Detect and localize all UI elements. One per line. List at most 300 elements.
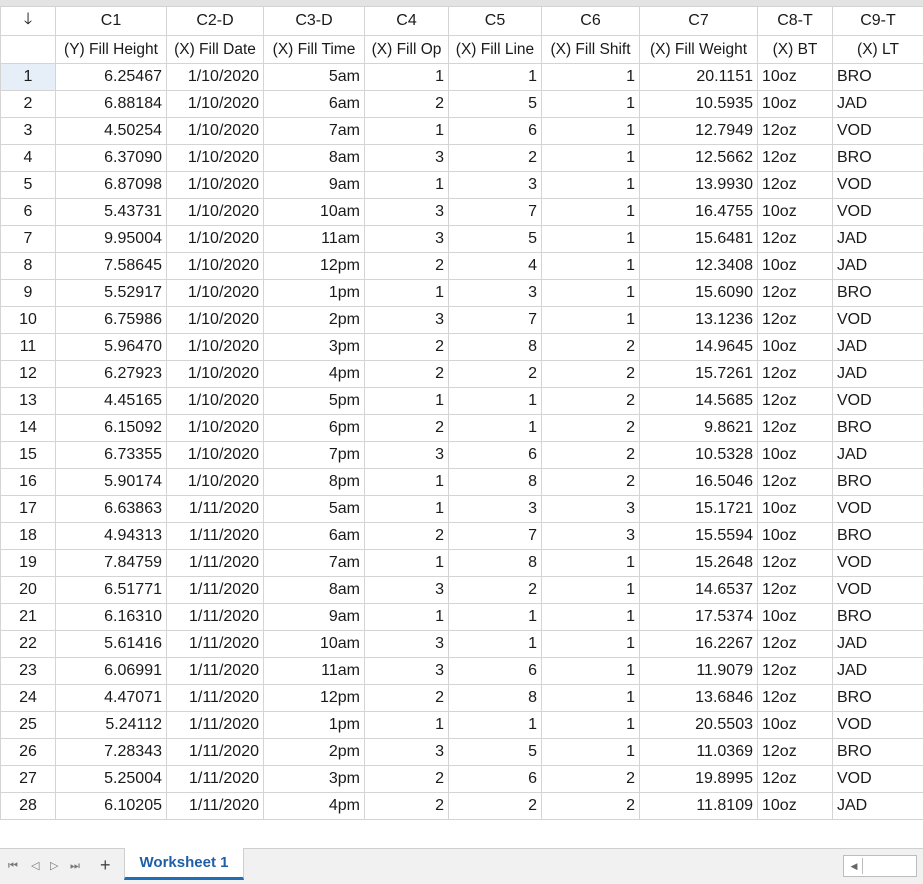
row-header[interactable]: 20 <box>1 577 56 604</box>
cell-c4[interactable]: 1 <box>365 712 449 739</box>
cell-c5[interactable]: 5 <box>449 226 542 253</box>
cell-c7[interactable]: 12.3408 <box>640 253 758 280</box>
cell-c7[interactable]: 17.5374 <box>640 604 758 631</box>
cell-c8-t[interactable]: 12oz <box>758 172 833 199</box>
cell-c3-d[interactable]: 3pm <box>264 334 365 361</box>
cell-c4[interactable]: 2 <box>365 685 449 712</box>
cell-c5[interactable]: 2 <box>449 577 542 604</box>
cell-c7[interactable]: 11.0369 <box>640 739 758 766</box>
cell-c6[interactable]: 1 <box>542 550 640 577</box>
cell-c2-d[interactable]: 1/10/2020 <box>167 226 264 253</box>
cell-c7[interactable]: 16.5046 <box>640 469 758 496</box>
cell-c1[interactable]: 4.47071 <box>56 685 167 712</box>
cell-c7[interactable]: 12.5662 <box>640 145 758 172</box>
cell-c1[interactable]: 7.84759 <box>56 550 167 577</box>
cell-c7[interactable]: 9.8621 <box>640 415 758 442</box>
cell-c4[interactable]: 3 <box>365 442 449 469</box>
cell-c1[interactable]: 6.87098 <box>56 172 167 199</box>
cell-c9-t[interactable]: VOD <box>833 766 923 793</box>
cell-c8-t[interactable]: 10oz <box>758 442 833 469</box>
cell-c7[interactable]: 13.6846 <box>640 685 758 712</box>
corner-cell[interactable] <box>1 7 56 36</box>
cell-c9-t[interactable]: BRO <box>833 280 923 307</box>
cell-c3-d[interactable]: 10am <box>264 199 365 226</box>
cell-c9-t[interactable]: VOD <box>833 388 923 415</box>
cell-c7[interactable]: 13.1236 <box>640 307 758 334</box>
cell-c2-d[interactable]: 1/10/2020 <box>167 334 264 361</box>
cell-c8-t[interactable]: 10oz <box>758 604 833 631</box>
cell-c6[interactable]: 2 <box>542 766 640 793</box>
cell-c2-d[interactable]: 1/11/2020 <box>167 496 264 523</box>
cell-c5[interactable]: 3 <box>449 280 542 307</box>
cell-c2-d[interactable]: 1/10/2020 <box>167 172 264 199</box>
cell-c8-t[interactable]: 12oz <box>758 658 833 685</box>
column-name-c6[interactable]: (X) Fill Shift <box>542 36 640 64</box>
cell-c9-t[interactable]: BRO <box>833 739 923 766</box>
cell-c5[interactable]: 5 <box>449 739 542 766</box>
cell-c5[interactable]: 6 <box>449 118 542 145</box>
column-id-c4[interactable]: C4 <box>365 7 449 36</box>
cell-c6[interactable]: 1 <box>542 712 640 739</box>
cell-c2-d[interactable]: 1/11/2020 <box>167 604 264 631</box>
cell-c4[interactable]: 1 <box>365 388 449 415</box>
cell-c1[interactable]: 6.15092 <box>56 415 167 442</box>
column-name-c5[interactable]: (X) Fill Line <box>449 36 542 64</box>
column-id-c1[interactable]: C1 <box>56 7 167 36</box>
cell-c4[interactable]: 2 <box>365 793 449 820</box>
column-id-c8-t[interactable]: C8-T <box>758 7 833 36</box>
cell-c8-t[interactable]: 10oz <box>758 253 833 280</box>
cell-c2-d[interactable]: 1/10/2020 <box>167 307 264 334</box>
cell-c8-t[interactable]: 10oz <box>758 523 833 550</box>
row-header[interactable]: 21 <box>1 604 56 631</box>
row-header[interactable]: 16 <box>1 469 56 496</box>
cell-c9-t[interactable]: JAD <box>833 631 923 658</box>
cell-c6[interactable]: 1 <box>542 604 640 631</box>
cell-c6[interactable]: 1 <box>542 118 640 145</box>
cell-c5[interactable]: 2 <box>449 793 542 820</box>
cell-c3-d[interactable]: 2pm <box>264 307 365 334</box>
cell-c6[interactable]: 2 <box>542 361 640 388</box>
cell-c4[interactable]: 1 <box>365 280 449 307</box>
cell-c1[interactable]: 6.06991 <box>56 658 167 685</box>
cell-c1[interactable]: 6.63863 <box>56 496 167 523</box>
cell-c8-t[interactable]: 10oz <box>758 496 833 523</box>
cell-c3-d[interactable]: 5am <box>264 64 365 91</box>
column-name-c8-t[interactable]: (X) BT <box>758 36 833 64</box>
cell-c8-t[interactable]: 12oz <box>758 631 833 658</box>
cell-c3-d[interactable]: 1pm <box>264 280 365 307</box>
column-name-c4[interactable]: (X) Fill Op <box>365 36 449 64</box>
cell-c8-t[interactable]: 12oz <box>758 550 833 577</box>
tab-worksheet-1[interactable]: Worksheet 1 <box>124 848 244 880</box>
cell-c1[interactable]: 5.25004 <box>56 766 167 793</box>
cell-c4[interactable]: 2 <box>365 361 449 388</box>
cell-c4[interactable]: 1 <box>365 604 449 631</box>
row-header[interactable]: 14 <box>1 415 56 442</box>
cell-c9-t[interactable]: JAD <box>833 91 923 118</box>
cell-c6[interactable]: 1 <box>542 739 640 766</box>
cell-c3-d[interactable]: 10am <box>264 631 365 658</box>
cell-c2-d[interactable]: 1/11/2020 <box>167 712 264 739</box>
cell-c1[interactable]: 5.96470 <box>56 334 167 361</box>
cell-c6[interactable]: 1 <box>542 631 640 658</box>
cell-c4[interactable]: 2 <box>365 523 449 550</box>
row-header[interactable]: 7 <box>1 226 56 253</box>
column-id-c9-t[interactable]: C9-T <box>833 7 923 36</box>
cell-c6[interactable]: 1 <box>542 307 640 334</box>
cell-c1[interactable]: 6.10205 <box>56 793 167 820</box>
cell-c3-d[interactable]: 8am <box>264 145 365 172</box>
cell-c6[interactable]: 1 <box>542 172 640 199</box>
cell-c6[interactable]: 2 <box>542 334 640 361</box>
row-header[interactable]: 25 <box>1 712 56 739</box>
cell-c2-d[interactable]: 1/10/2020 <box>167 280 264 307</box>
cell-c9-t[interactable]: VOD <box>833 307 923 334</box>
cell-c2-d[interactable]: 1/10/2020 <box>167 415 264 442</box>
cell-c3-d[interactable]: 5pm <box>264 388 365 415</box>
cell-c2-d[interactable]: 1/10/2020 <box>167 199 264 226</box>
cell-c9-t[interactable]: BRO <box>833 415 923 442</box>
column-name-c1[interactable]: (Y) Fill Height <box>56 36 167 64</box>
cell-c6[interactable]: 2 <box>542 469 640 496</box>
cell-c4[interactable]: 2 <box>365 253 449 280</box>
cell-c2-d[interactable]: 1/11/2020 <box>167 793 264 820</box>
cell-c2-d[interactable]: 1/10/2020 <box>167 64 264 91</box>
row-header[interactable]: 8 <box>1 253 56 280</box>
cell-c3-d[interactable]: 3pm <box>264 766 365 793</box>
cell-c8-t[interactable]: 10oz <box>758 199 833 226</box>
cell-c6[interactable]: 1 <box>542 280 640 307</box>
cell-c5[interactable]: 1 <box>449 64 542 91</box>
cell-c7[interactable]: 15.6090 <box>640 280 758 307</box>
cell-c6[interactable]: 2 <box>542 442 640 469</box>
cell-c6[interactable]: 1 <box>542 253 640 280</box>
row-header[interactable]: 13 <box>1 388 56 415</box>
cell-c3-d[interactable]: 2pm <box>264 739 365 766</box>
cell-c1[interactable]: 7.58645 <box>56 253 167 280</box>
cell-c6[interactable]: 3 <box>542 523 640 550</box>
cell-c7[interactable]: 11.8109 <box>640 793 758 820</box>
cell-c9-t[interactable]: BRO <box>833 469 923 496</box>
cell-c5[interactable]: 7 <box>449 199 542 226</box>
cell-c8-t[interactable]: 12oz <box>758 280 833 307</box>
cell-c2-d[interactable]: 1/11/2020 <box>167 523 264 550</box>
cell-c4[interactable]: 1 <box>365 469 449 496</box>
prev-sheet-icon[interactable]: ◁ <box>31 860 40 872</box>
cell-c9-t[interactable]: VOD <box>833 550 923 577</box>
cell-c6[interactable]: 3 <box>542 496 640 523</box>
row-header[interactable]: 22 <box>1 631 56 658</box>
cell-c4[interactable]: 3 <box>365 658 449 685</box>
row-header[interactable]: 12 <box>1 361 56 388</box>
next-sheet-icon[interactable]: ▷ <box>50 860 59 872</box>
cell-c3-d[interactable]: 6pm <box>264 415 365 442</box>
row-header[interactable]: 23 <box>1 658 56 685</box>
cell-c6[interactable]: 1 <box>542 685 640 712</box>
cell-c1[interactable]: 6.88184 <box>56 91 167 118</box>
cell-c3-d[interactable]: 4pm <box>264 361 365 388</box>
cell-c3-d[interactable]: 7pm <box>264 442 365 469</box>
cell-c5[interactable]: 7 <box>449 523 542 550</box>
cell-c7[interactable]: 12.7949 <box>640 118 758 145</box>
cell-c3-d[interactable]: 9am <box>264 172 365 199</box>
cell-c4[interactable]: 3 <box>365 577 449 604</box>
cell-c4[interactable]: 3 <box>365 145 449 172</box>
cell-c7[interactable]: 20.5503 <box>640 712 758 739</box>
cell-c9-t[interactable]: VOD <box>833 118 923 145</box>
cell-c6[interactable]: 2 <box>542 793 640 820</box>
cell-c4[interactable]: 1 <box>365 550 449 577</box>
row-header[interactable]: 17 <box>1 496 56 523</box>
cell-c2-d[interactable]: 1/10/2020 <box>167 388 264 415</box>
cell-c7[interactable]: 20.1151 <box>640 64 758 91</box>
cell-c5[interactable]: 7 <box>449 307 542 334</box>
cell-c2-d[interactable]: 1/11/2020 <box>167 550 264 577</box>
column-name-c2-d[interactable]: (X) Fill Date <box>167 36 264 64</box>
cell-c1[interactable]: 4.45165 <box>56 388 167 415</box>
cell-c9-t[interactable]: BRO <box>833 604 923 631</box>
column-id-c6[interactable]: C6 <box>542 7 640 36</box>
cell-c8-t[interactable]: 12oz <box>758 388 833 415</box>
cell-c5[interactable]: 6 <box>449 442 542 469</box>
cell-c7[interactable]: 15.7261 <box>640 361 758 388</box>
cell-c4[interactable]: 3 <box>365 199 449 226</box>
cell-c5[interactable]: 1 <box>449 631 542 658</box>
cell-c4[interactable]: 1 <box>365 496 449 523</box>
cell-c6[interactable]: 2 <box>542 388 640 415</box>
cell-c8-t[interactable]: 12oz <box>758 307 833 334</box>
cell-c5[interactable]: 8 <box>449 334 542 361</box>
cell-c7[interactable]: 19.8995 <box>640 766 758 793</box>
cell-c3-d[interactable]: 12pm <box>264 685 365 712</box>
cell-c3-d[interactable]: 5am <box>264 496 365 523</box>
cell-c1[interactable]: 5.24112 <box>56 712 167 739</box>
cell-c9-t[interactable]: VOD <box>833 172 923 199</box>
row-header[interactable]: 2 <box>1 91 56 118</box>
cell-c5[interactable]: 1 <box>449 388 542 415</box>
cell-c7[interactable]: 15.2648 <box>640 550 758 577</box>
cell-c7[interactable]: 14.5685 <box>640 388 758 415</box>
cell-c3-d[interactable]: 1pm <box>264 712 365 739</box>
row-header[interactable]: 9 <box>1 280 56 307</box>
cell-c2-d[interactable]: 1/11/2020 <box>167 631 264 658</box>
cell-c5[interactable]: 1 <box>449 712 542 739</box>
cell-c1[interactable]: 6.27923 <box>56 361 167 388</box>
cell-c8-t[interactable]: 12oz <box>758 415 833 442</box>
row-header[interactable]: 10 <box>1 307 56 334</box>
row-header[interactable]: 1 <box>1 64 56 91</box>
cell-c1[interactable]: 7.28343 <box>56 739 167 766</box>
cell-c9-t[interactable]: BRO <box>833 685 923 712</box>
add-worksheet-button[interactable]: + <box>100 855 111 875</box>
cell-c5[interactable]: 8 <box>449 685 542 712</box>
cell-c2-d[interactable]: 1/11/2020 <box>167 685 264 712</box>
cell-c9-t[interactable]: BRO <box>833 523 923 550</box>
cell-c2-d[interactable]: 1/11/2020 <box>167 766 264 793</box>
cell-c5[interactable]: 8 <box>449 550 542 577</box>
cell-c2-d[interactable]: 1/10/2020 <box>167 145 264 172</box>
cell-c1[interactable]: 5.90174 <box>56 469 167 496</box>
cell-c6[interactable]: 2 <box>542 415 640 442</box>
first-sheet-icon[interactable]: ⏮ <box>8 860 18 872</box>
cell-c6[interactable]: 1 <box>542 199 640 226</box>
row-header[interactable]: 19 <box>1 550 56 577</box>
cell-c9-t[interactable]: JAD <box>833 253 923 280</box>
row-header[interactable]: 6 <box>1 199 56 226</box>
cell-c3-d[interactable]: 9am <box>264 604 365 631</box>
cell-c5[interactable]: 8 <box>449 469 542 496</box>
cell-c9-t[interactable]: VOD <box>833 577 923 604</box>
cell-c1[interactable]: 6.37090 <box>56 145 167 172</box>
cell-c3-d[interactable]: 7am <box>264 550 365 577</box>
cell-c1[interactable]: 6.75986 <box>56 307 167 334</box>
cell-c6[interactable]: 1 <box>542 91 640 118</box>
cell-c8-t[interactable]: 12oz <box>758 685 833 712</box>
cell-c7[interactable]: 15.5594 <box>640 523 758 550</box>
cell-c9-t[interactable]: BRO <box>833 145 923 172</box>
cell-c9-t[interactable]: BRO <box>833 64 923 91</box>
cell-c2-d[interactable]: 1/10/2020 <box>167 253 264 280</box>
cell-c5[interactable]: 6 <box>449 658 542 685</box>
cell-c8-t[interactable]: 10oz <box>758 793 833 820</box>
cell-c6[interactable]: 1 <box>542 226 640 253</box>
row-header[interactable]: 24 <box>1 685 56 712</box>
cell-c1[interactable]: 6.73355 <box>56 442 167 469</box>
cell-c3-d[interactable]: 4pm <box>264 793 365 820</box>
cell-c4[interactable]: 2 <box>365 91 449 118</box>
row-header[interactable]: 11 <box>1 334 56 361</box>
cell-c9-t[interactable]: VOD <box>833 199 923 226</box>
cell-c3-d[interactable]: 7am <box>264 118 365 145</box>
row-header[interactable]: 18 <box>1 523 56 550</box>
cell-c3-d[interactable]: 11am <box>264 226 365 253</box>
cell-c5[interactable]: 2 <box>449 361 542 388</box>
cell-c7[interactable]: 13.9930 <box>640 172 758 199</box>
cell-c5[interactable]: 3 <box>449 172 542 199</box>
cell-c4[interactable]: 3 <box>365 307 449 334</box>
cell-c8-t[interactable]: 10oz <box>758 91 833 118</box>
cell-c7[interactable]: 15.6481 <box>640 226 758 253</box>
cell-c6[interactable]: 1 <box>542 64 640 91</box>
cell-c2-d[interactable]: 1/10/2020 <box>167 91 264 118</box>
cell-c8-t[interactable]: 10oz <box>758 64 833 91</box>
cell-c4[interactable]: 2 <box>365 766 449 793</box>
cell-c7[interactable]: 16.4755 <box>640 199 758 226</box>
cell-c7[interactable]: 14.6537 <box>640 577 758 604</box>
cell-c2-d[interactable]: 1/11/2020 <box>167 577 264 604</box>
cell-c1[interactable]: 9.95004 <box>56 226 167 253</box>
cell-c1[interactable]: 6.51771 <box>56 577 167 604</box>
cell-c7[interactable]: 15.1721 <box>640 496 758 523</box>
column-name-c7[interactable]: (X) Fill Weight <box>640 36 758 64</box>
cell-c3-d[interactable]: 8pm <box>264 469 365 496</box>
cell-c4[interactable]: 1 <box>365 118 449 145</box>
cell-c6[interactable]: 1 <box>542 658 640 685</box>
cell-c6[interactable]: 1 <box>542 577 640 604</box>
cell-c5[interactable]: 2 <box>449 145 542 172</box>
cell-c5[interactable]: 5 <box>449 91 542 118</box>
cell-c8-t[interactable]: 10oz <box>758 712 833 739</box>
cell-c2-d[interactable]: 1/10/2020 <box>167 118 264 145</box>
cell-c4[interactable]: 3 <box>365 739 449 766</box>
cell-c9-t[interactable]: VOD <box>833 496 923 523</box>
column-id-c2-d[interactable]: C2-D <box>167 7 264 36</box>
cell-c3-d[interactable]: 6am <box>264 91 365 118</box>
cell-c6[interactable]: 1 <box>542 145 640 172</box>
cell-c1[interactable]: 4.50254 <box>56 118 167 145</box>
cell-c4[interactable]: 1 <box>365 172 449 199</box>
cell-c1[interactable]: 5.43731 <box>56 199 167 226</box>
cell-c9-t[interactable]: JAD <box>833 334 923 361</box>
horizontal-scrollbar[interactable] <box>843 855 917 877</box>
cell-c7[interactable]: 10.5935 <box>640 91 758 118</box>
worksheet-grid[interactable] <box>0 6 923 848</box>
cell-c9-t[interactable]: VOD <box>833 712 923 739</box>
cell-c5[interactable]: 1 <box>449 604 542 631</box>
cell-c9-t[interactable]: JAD <box>833 793 923 820</box>
cell-c7[interactable]: 10.5328 <box>640 442 758 469</box>
cell-c9-t[interactable]: JAD <box>833 442 923 469</box>
row-header[interactable]: 15 <box>1 442 56 469</box>
column-id-c7[interactable]: C7 <box>640 7 758 36</box>
cell-c8-t[interactable]: 10oz <box>758 334 833 361</box>
cell-c2-d[interactable]: 1/11/2020 <box>167 739 264 766</box>
cell-c1[interactable]: 6.25467 <box>56 64 167 91</box>
row-header[interactable]: 26 <box>1 739 56 766</box>
cell-c4[interactable]: 2 <box>365 415 449 442</box>
row-header[interactable]: 28 <box>1 793 56 820</box>
cell-c5[interactable]: 4 <box>449 253 542 280</box>
cell-c9-t[interactable]: JAD <box>833 361 923 388</box>
cell-c1[interactable]: 5.52917 <box>56 280 167 307</box>
cell-c7[interactable]: 11.9079 <box>640 658 758 685</box>
cell-c9-t[interactable]: JAD <box>833 658 923 685</box>
cell-c9-t[interactable]: JAD <box>833 226 923 253</box>
column-name-c3-d[interactable]: (X) Fill Time <box>264 36 365 64</box>
cell-c3-d[interactable]: 8am <box>264 577 365 604</box>
row-header[interactable]: 3 <box>1 118 56 145</box>
cell-c4[interactable]: 3 <box>365 631 449 658</box>
cell-c1[interactable]: 6.16310 <box>56 604 167 631</box>
cell-c1[interactable]: 4.94313 <box>56 523 167 550</box>
cell-c4[interactable]: 1 <box>365 64 449 91</box>
cell-c8-t[interactable]: 12oz <box>758 361 833 388</box>
cell-c2-d[interactable]: 1/10/2020 <box>167 469 264 496</box>
cell-c2-d[interactable]: 1/11/2020 <box>167 658 264 685</box>
cell-c8-t[interactable]: 12oz <box>758 469 833 496</box>
column-id-c5[interactable]: C5 <box>449 7 542 36</box>
cell-c8-t[interactable]: 12oz <box>758 145 833 172</box>
cell-c3-d[interactable]: 12pm <box>264 253 365 280</box>
cell-c2-d[interactable]: 1/10/2020 <box>167 361 264 388</box>
cell-c7[interactable]: 14.9645 <box>640 334 758 361</box>
cell-c1[interactable]: 5.61416 <box>56 631 167 658</box>
cell-c5[interactable]: 6 <box>449 766 542 793</box>
cell-c8-t[interactable]: 12oz <box>758 226 833 253</box>
cell-c7[interactable]: 16.2267 <box>640 631 758 658</box>
row-header[interactable]: 5 <box>1 172 56 199</box>
cell-c4[interactable]: 2 <box>365 334 449 361</box>
last-sheet-icon[interactable]: ⏭ <box>70 860 80 872</box>
column-id-c3-d[interactable]: C3-D <box>264 7 365 36</box>
cell-c4[interactable]: 3 <box>365 226 449 253</box>
cell-c5[interactable]: 3 <box>449 496 542 523</box>
cell-c2-d[interactable]: 1/10/2020 <box>167 442 264 469</box>
column-name-c9-t[interactable]: (X) LT <box>833 36 923 64</box>
cell-c5[interactable]: 1 <box>449 415 542 442</box>
cell-c8-t[interactable]: 12oz <box>758 766 833 793</box>
